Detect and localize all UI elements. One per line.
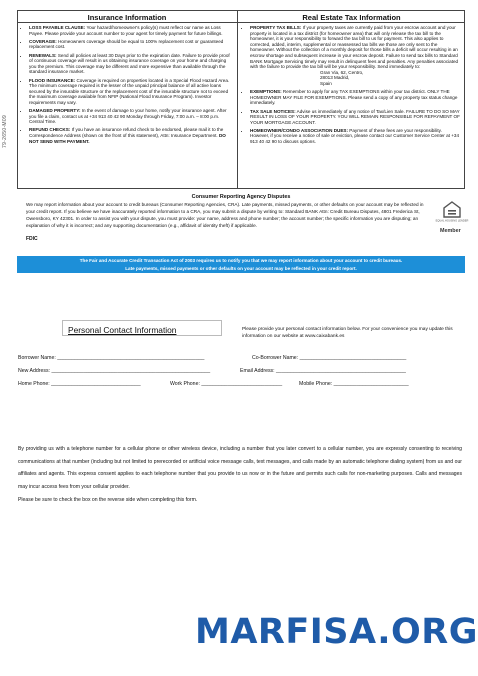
- insurance-item: • FLOOD INSURANCE: Coverage is required on properties located in a Special Flood Hazard Area. The minimum coverage required is the lesser of the unpaid principal balance of all active loans secured by the insurable structure or the replacement cost of the insurable structure not to exceed the maximum coverage available from NFIP (National Flood Insurance Program). Investor requirements may vary.: [29, 78, 234, 106]
- reverse-side-note: Please be sure to check the box on the reverse side when completing this form.: [18, 497, 198, 503]
- insurance-title: Insurance Information: [87, 13, 167, 22]
- contact-instructions: Please provide your personal contact information below. For your convenience you may update this information on our website at www.caixabank.es: [242, 327, 453, 339]
- fdic-label: FDIC: [26, 236, 38, 242]
- column-divider: [237, 10, 238, 188]
- coborrower-name-field[interactable]: Co-Borrower Name: _____________________________________: [252, 355, 407, 361]
- member-label: Member: [440, 228, 461, 234]
- contact-title: Personal Contact Information: [68, 325, 177, 335]
- tax-mailing-address: Gran Via, 62, Centro, 28013 Madrid, Spain: [320, 69, 364, 86]
- insurance-item: • DAMAGED PROPERTY: In the event of damage to your home, notify your insurance agent. After you file a claim, contact us at +34 913 40 42 90 Monday through Friday, 7:00 a.m. – 8:00 p.m. Central Time.: [29, 108, 234, 125]
- borrower-name-field[interactable]: Borrower Name: ___________________________________________________: [18, 355, 205, 361]
- tax-title: Real Estate Tax Information: [302, 13, 401, 22]
- work-phone-field[interactable]: Work Phone: ____________________________: [170, 381, 283, 387]
- insurance-column: [22, 25, 234, 147]
- mobile-phone-field[interactable]: Mobile Phone: __________________________: [299, 381, 409, 387]
- fact-act-banner: The Fair and Accurate Credit Transaction Act of 2003 requires us to notify you that we may report information about your account to credit bureaus. Late payments, missed payments or other defaults on your account may be reflected in your credit report.: [17, 256, 465, 273]
- tax-item: • EXEMPTIONS: Remember to apply for any TAX EXEMPTIONS within your tax district. ONLY THE HOMEOWNER MAY FILE FOR EXEMPTIONS. Please send a copy of any property tax status change immediately.: [250, 89, 461, 106]
- email-address-field[interactable]: Email Address: _____________________________________________: [240, 368, 406, 374]
- lender-caption: EQUAL HOUSING LENDER: [435, 219, 469, 223]
- insurance-item: • COVERAGE: Homeowners coverage should be equal to 100% replacement cost or guaranteed replacement cost.: [29, 39, 234, 50]
- tax-item: • HOMEOWNER/CONDO ASSOCIATION DUES: Payment of these fees are your responsibility. However, if you receive a notice of sale or eviction, please contact our Customer Service Center at +34 913 40 42 90 to discuss options.: [250, 128, 461, 145]
- tax-column: [243, 25, 461, 147]
- insurance-item: • LOSS PAYABLE CLAUSE: Your hazard/homeowner's policy(s) must reflect our name as Loss Payee. Please provide your account number to your agent for timely payment for future billings.: [29, 25, 234, 36]
- new-address-field[interactable]: New Address: _______________________________________________________: [18, 368, 211, 374]
- marfisa-watermark-logo: MARFISA.ORG: [195, 612, 478, 652]
- equal-housing-lender-icon: [435, 201, 469, 225]
- phone-consent-text: By providing us with a telephone number for a cellular phone or other wireless device, including a number that you later convert to a cellular number, you are expressly consenting to receiving communications at that number (including but not limited to prerecorded or artificial voice message calls, text messages, and calls made by an automatic telephone dialing system) from us and our affiliates and agents. This express consent applies to each telephone number that you provide to us now or in the future and permits such calls for non-marketing purposes. Calls and messages may incur access fees from your cellular provider.: [18, 446, 462, 490]
- credit-disputes-text: We may report information about your account to credit bureaus (Consumer Reporting Agencies, CRA). Late payments, missed payments, or other defaults on your account may be reflected in your credit report. If you believe we have inaccurately reported information to a CRA, you may submit a dispute by writing to: Standard BANK Attn: Credit Bureau Disputes, 4801 Frederica St, Owensboro, KY 42301. In order to assist you with your dispute, you must provide: your name, address and phone number; the account number; the specific information you are disputing; an explanation of why it is incorrect; and any supporting documentation (e.g., affidavit of identity theft) if applicable.: [26, 202, 424, 228]
- side-form-code: 79-2650-M09: [2, 114, 8, 148]
- home-phone-field[interactable]: Home Phone: _______________________________: [18, 381, 141, 387]
- insurance-item: • REFUND CHECKS: If you have an insurance refund check to be endorsed, please mail it to the Correspondence Address (shown on the front of this statement), Attn: Insurance Department. DO NOT SEND WITH PAYMENT.: [29, 127, 234, 144]
- header-rule: [17, 22, 465, 23]
- credit-disputes-title: Consumer Reporting Agency Disputes: [191, 194, 291, 200]
- tax-item: • PROPERTY TAX BILLS: If your property taxes are currently paid from your escrow account and your property is located in a tax district (for homeowner area) that will only release the tax bill to the homeowner, it is your responsibility to forward the tax bill to us for payment. This also applies to corrected, added, interim, supplemental or reassessed tax bills we those are only sent to the homeowner. Without the collection of a monthly deposit for those bills a deficit will occur resulting in an escrow shortage and subsequent increase in your escrow deposit. Failure to send tax bills to Standard BANK Mortgage Servicing timely may result in delinquent fees and penalties. Any penalties associated with the failure to provide the tax bill will be your responsibility. Send immediately to: Gran Via, 62, Centro, 28013 Madrid, Spain: [250, 25, 461, 87]
- insurance-item: • RENEWALS: Send all policies at least 30 Days prior to the expiration date. Failure to provide proof of continuous coverage will result in us obtaining insurance coverage on your home and charging you the premium. This coverage may be different and more expensive than available through the standard insurance market.: [29, 53, 234, 75]
- tax-item: • TAX SALE NOTICES: Advise us immediately of any notice of Tax/Lien Sale. FAILURE TO DO SO MAY RESULT IN LOSS OF YOUR PROPERTY. YOU WILL REMAIN RESPONSIBLE FOR REPAYMENT OF YOUR MORTGAGE ACCOUNT.: [250, 109, 461, 126]
